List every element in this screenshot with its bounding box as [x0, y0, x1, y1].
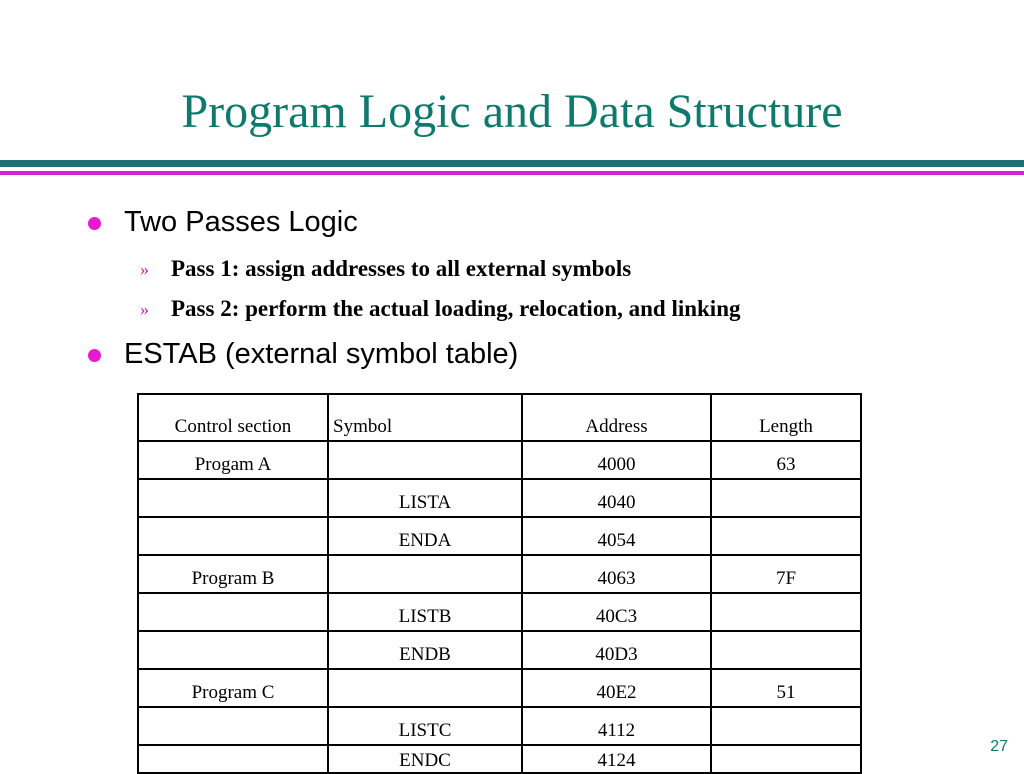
sub-bullet-marker-icon: »	[140, 259, 149, 279]
table-row	[138, 593, 861, 631]
page-number: 27	[990, 738, 1008, 755]
cell-length: 63	[711, 441, 861, 479]
cell-symbol: ENDB	[328, 631, 522, 669]
estab-table	[137, 393, 862, 774]
table-row	[138, 631, 861, 669]
header-length: Length	[711, 394, 861, 441]
cell-length	[711, 517, 861, 555]
table-row	[138, 555, 861, 593]
sub-bullet-text: Pass 1: assign addresses to all external symbols	[171, 256, 632, 281]
cell-control-section	[138, 745, 328, 773]
cell-control-section	[138, 479, 328, 517]
cell-symbol	[328, 555, 522, 593]
cell-address: 4124	[522, 745, 711, 773]
bullet-dot-icon	[88, 349, 101, 362]
cell-symbol: ENDA	[328, 517, 522, 555]
bullet-dot-icon	[88, 217, 101, 230]
cell-control-section	[138, 631, 328, 669]
cell-address: 4054	[522, 517, 711, 555]
cell-length: 7F	[711, 555, 861, 593]
cell-length	[711, 479, 861, 517]
table-row	[138, 479, 861, 517]
cell-address: 40D3	[522, 631, 711, 669]
cell-symbol: LISTA	[328, 479, 522, 517]
cell-control-section	[138, 707, 328, 745]
cell-symbol	[328, 441, 522, 479]
cell-control-section	[138, 517, 328, 555]
cell-control-section: Program C	[138, 669, 328, 707]
cell-address: 40C3	[522, 593, 711, 631]
cell-length	[711, 593, 861, 631]
cell-address: 4040	[522, 479, 711, 517]
header-address: Address	[522, 394, 711, 441]
cell-length: 51	[711, 669, 861, 707]
cell-control-section	[138, 593, 328, 631]
cell-symbol: LISTB	[328, 593, 522, 631]
cell-control-section: Progam A	[138, 441, 328, 479]
cell-address: 4112	[522, 707, 711, 745]
cell-address: 4063	[522, 555, 711, 593]
table-header-row	[138, 394, 861, 441]
sub-bullet-marker-icon: »	[140, 299, 149, 319]
cell-length	[711, 631, 861, 669]
table-row	[138, 707, 861, 745]
cell-control-section: Program B	[138, 555, 328, 593]
cell-symbol: LISTC	[328, 707, 522, 745]
cell-symbol	[328, 669, 522, 707]
title-divider-teal	[0, 160, 1024, 167]
cell-length	[711, 745, 861, 773]
cell-address: 40E2	[522, 669, 711, 707]
bullet-text: Two Passes Logic	[124, 206, 358, 238]
header-symbol: Symbol	[328, 394, 522, 441]
cell-length	[711, 707, 861, 745]
header-control-section: Control section	[138, 394, 328, 441]
cell-address: 4000	[522, 441, 711, 479]
title-divider-magenta	[0, 171, 1024, 175]
table-row	[138, 745, 861, 773]
table-row	[138, 517, 861, 555]
table-row	[138, 669, 861, 707]
sub-bullet-text: Pass 2: perform the actual loading, relocation, and linking	[171, 296, 741, 321]
cell-symbol: ENDC	[328, 745, 522, 773]
table-row	[138, 441, 861, 479]
slide-title: Program Logic and Data Structure	[181, 85, 843, 138]
bullet-text: ESTAB (external symbol table)	[124, 338, 519, 370]
